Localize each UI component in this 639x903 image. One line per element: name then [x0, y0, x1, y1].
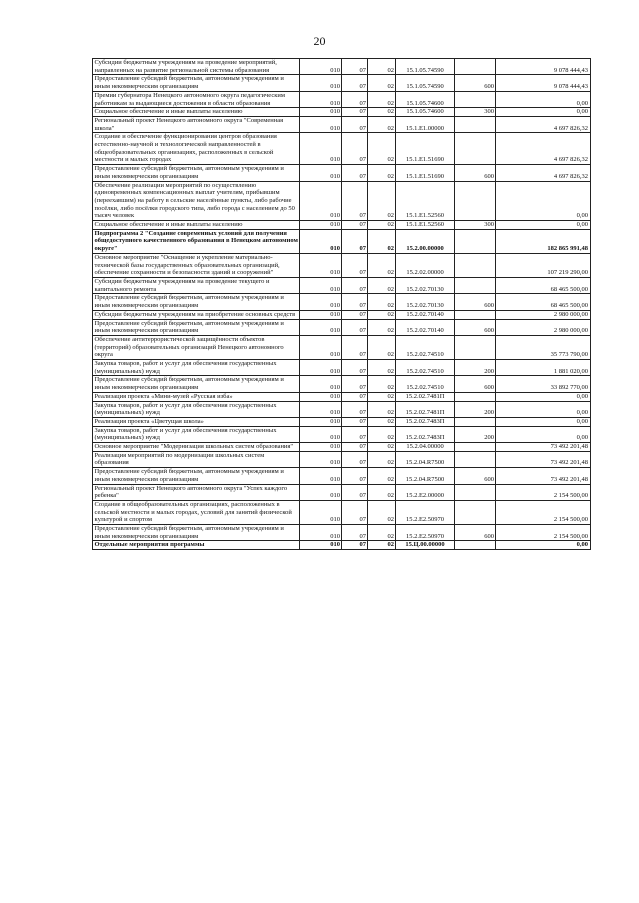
section-code-cell: 07 — [342, 360, 368, 376]
subsection-code-cell: 02 — [368, 335, 396, 359]
subsection-code-cell: 02 — [368, 319, 396, 335]
section-code-cell: 07 — [342, 253, 368, 277]
target-article-cell: 15.1.05.74590 — [396, 59, 455, 75]
section-code-cell: 07 — [342, 468, 368, 484]
ministry-code-cell: 010 — [300, 294, 342, 310]
section-code-cell: 07 — [342, 294, 368, 310]
target-article-cell: 15.2.04.R7500 — [396, 451, 455, 467]
amount-cell: 1 881 020,00 — [496, 360, 591, 376]
amount-cell: 2 154 500,00 — [496, 525, 591, 541]
expense-type-cell — [455, 133, 496, 165]
table-row — [93, 294, 591, 310]
table-row — [93, 443, 591, 452]
amount-cell: 0,00 — [496, 417, 591, 426]
target-article-cell: 15.2.02.74510 — [396, 360, 455, 376]
subsection-code-cell: 02 — [368, 133, 396, 165]
amount-cell: 9 078 444,43 — [496, 75, 591, 91]
target-article-cell: 15.2.02.70140 — [396, 310, 455, 319]
table-row — [93, 360, 591, 376]
subsection-code-cell: 02 — [368, 392, 396, 401]
expense-type-cell — [455, 484, 496, 500]
expense-name-cell: Закупка товаров, работ и услуг для обеспечения государственных (муниципальных) нужд — [93, 401, 300, 417]
subsection-code-cell: 02 — [368, 541, 396, 550]
amount-cell: 68 465 500,00 — [496, 294, 591, 310]
expense-name-cell: Обеспечение антитеррористической защищённости объектов (территорий) образовательных организаций Ненецкого автономного округа — [93, 335, 300, 359]
ministry-code-cell: 010 — [300, 59, 342, 75]
subsection-code-cell: 02 — [368, 484, 396, 500]
target-article-cell: 15.1.E1.51690 — [396, 133, 455, 165]
ministry-code-cell: 010 — [300, 335, 342, 359]
amount-cell: 0,00 — [496, 221, 591, 230]
ministry-code-cell: 010 — [300, 451, 342, 467]
expense-type-cell: 600 — [455, 294, 496, 310]
expense-name-cell: Создание и обеспечение функционирования центров образования естественно-научной и технологической направленностей в общеобразовательных организациях, расположенных в сельской местности и малых городах — [93, 133, 300, 165]
subsection-code-cell: 02 — [368, 500, 396, 524]
expense-name-cell: Реализация проекта «Мини-музей «Русская изба» — [93, 392, 300, 401]
expense-name-cell: Основное мероприятие "Модернизация школьных систем образования" — [93, 443, 300, 452]
expense-type-cell — [455, 91, 496, 107]
table-row — [93, 468, 591, 484]
ministry-code-cell: 010 — [300, 443, 342, 452]
amount-cell: 0,00 — [496, 91, 591, 107]
amount-cell: 4 697 826,32 — [496, 116, 591, 132]
ministry-code-cell: 010 — [300, 525, 342, 541]
subsection-code-cell: 02 — [368, 417, 396, 426]
section-code-cell: 07 — [342, 165, 368, 181]
table-row — [93, 108, 591, 117]
section-code-cell: 07 — [342, 310, 368, 319]
ministry-code-cell: 010 — [300, 165, 342, 181]
subsection-code-cell: 02 — [368, 116, 396, 132]
ministry-code-cell: 010 — [300, 392, 342, 401]
section-code-cell: 07 — [342, 133, 368, 165]
table-row — [93, 277, 591, 293]
target-article-cell: 15.2.02.7483П — [396, 426, 455, 442]
amount-cell: 4 697 826,32 — [496, 165, 591, 181]
subsection-code-cell: 02 — [368, 91, 396, 107]
expense-type-cell: 200 — [455, 426, 496, 442]
amount-cell: 2 980 000,00 — [496, 319, 591, 335]
page-number: 20 — [313, 34, 326, 48]
table-row — [93, 376, 591, 392]
expense-name-cell: Создание в общеобразовательных организациях, расположенных в сельской местности и малых городах, условий для занятий физической культурой и спортом — [93, 500, 300, 524]
subsection-code-cell: 02 — [368, 229, 396, 253]
subsection-code-cell: 02 — [368, 525, 396, 541]
target-article-cell: 15.1.E1.00000 — [396, 116, 455, 132]
subsection-code-cell: 02 — [368, 253, 396, 277]
expense-type-cell: 200 — [455, 360, 496, 376]
expense-type-cell — [455, 500, 496, 524]
target-article-cell: 15.2.02.74510 — [396, 376, 455, 392]
subsection-code-cell: 02 — [368, 468, 396, 484]
subsection-code-cell: 02 — [368, 221, 396, 230]
subsection-code-cell: 02 — [368, 75, 396, 91]
expense-name-cell: Предоставление субсидий бюджетным, автономным учреждениям и иным некоммерческим организациям — [93, 468, 300, 484]
expense-name-cell: Реализация проекта «Цветущая школа» — [93, 417, 300, 426]
amount-cell: 0,00 — [496, 392, 591, 401]
ministry-code-cell: 010 — [300, 133, 342, 165]
table-row — [93, 75, 591, 91]
expense-type-cell: 300 — [455, 108, 496, 117]
section-code-cell: 07 — [342, 59, 368, 75]
ministry-code-cell: 010 — [300, 91, 342, 107]
section-code-cell: 07 — [342, 376, 368, 392]
section-code-cell: 07 — [342, 181, 368, 221]
table-row — [93, 253, 591, 277]
expense-name-cell: Предоставление субсидий бюджетным, автономным учреждениям и иным некоммерческим организациям — [93, 319, 300, 335]
expense-name-cell: Подпрограмма 2 "Создание современных условий для получения общедоступного качественного образования в Ненецком автономном округе" — [94, 229, 298, 253]
target-article-cell: 15.Ц.00.00000 — [396, 541, 455, 550]
expense-type-cell — [455, 392, 496, 401]
table-row — [93, 541, 591, 550]
section-code-cell: 07 — [342, 319, 368, 335]
target-article-cell: 15.1.05.74600 — [396, 108, 455, 117]
ministry-code-cell: 010 — [300, 181, 342, 221]
subsection-code-cell: 02 — [368, 294, 396, 310]
ministry-code-cell: 010 — [300, 229, 342, 253]
amount-cell: 2 154 500,00 — [496, 484, 591, 500]
ministry-code-cell: 010 — [300, 401, 342, 417]
expense-type-cell: 600 — [455, 165, 496, 181]
expense-name-cell: Предоставление субсидий бюджетным, автономным учреждениям и иным некоммерческим организациям — [93, 525, 300, 541]
amount-cell: 0,00 — [496, 541, 591, 550]
table-row — [93, 500, 591, 524]
target-article-cell: 15.2.02.70140 — [396, 319, 455, 335]
expense-name-cell: Закупка товаров, работ и услуг для обеспечения государственных (муниципальных) нужд — [93, 360, 300, 376]
expense-type-cell: 600 — [455, 376, 496, 392]
table-row — [93, 319, 591, 335]
target-article-cell: 15.1.E1.52560 — [396, 221, 455, 230]
amount-cell: 73 492 201,48 — [496, 443, 591, 452]
expense-name-cell: Субсидии бюджетным учреждениям на приобретение основных средств — [93, 310, 300, 319]
expense-name-cell: Предоставление субсидий бюджетным, автономным учреждениям и иным некоммерческим организациям — [93, 294, 300, 310]
ministry-code-cell: 010 — [300, 360, 342, 376]
amount-cell: 4 697 826,32 — [496, 133, 591, 165]
amount-cell: 0,00 — [496, 401, 591, 417]
amount-cell: 0,00 — [496, 426, 591, 442]
subsection-code-cell: 02 — [368, 165, 396, 181]
target-article-cell: 15.2.E2.50970 — [396, 500, 455, 524]
expense-name-cell: Предоставление субсидий бюджетным, автономным учреждениям и иным некоммерческим организациям — [93, 376, 300, 392]
expense-type-cell — [455, 277, 496, 293]
section-code-cell: 07 — [342, 541, 368, 550]
expense-name-cell: Предоставление субсидий бюджетным, автономным учреждениям и иным некоммерческим организациям — [93, 75, 300, 91]
section-code-cell: 07 — [342, 443, 368, 452]
section-code-cell: 07 — [342, 221, 368, 230]
expense-name-cell: Основное мероприятие "Оснащение и укрепление материально-технической базы государственных образовательных организаций, обеспечение сохранности и безопасности зданий и сооружений" — [93, 253, 300, 277]
expense-type-cell — [455, 116, 496, 132]
expense-type-cell — [455, 541, 496, 550]
subsection-code-cell: 02 — [368, 59, 396, 75]
amount-cell: 73 492 201,48 — [496, 468, 591, 484]
ministry-code-cell: 010 — [300, 541, 342, 550]
table-row — [93, 165, 591, 181]
table-row — [93, 181, 591, 221]
amount-cell: 0,00 — [496, 181, 591, 221]
target-article-cell: 15.2.E2.00000 — [396, 484, 455, 500]
section-code-cell: 07 — [342, 229, 368, 253]
amount-cell: 2 980 000,00 — [496, 310, 591, 319]
section-code-cell: 07 — [342, 108, 368, 117]
expense-type-cell: 200 — [455, 401, 496, 417]
table-row — [93, 91, 591, 107]
target-article-cell: 15.2.02.70130 — [396, 294, 455, 310]
amount-cell: 73 492 201,48 — [496, 451, 591, 467]
subsection-code-cell: 02 — [368, 108, 396, 117]
table-row — [93, 401, 591, 417]
subsection-code-cell: 02 — [368, 376, 396, 392]
section-code-cell: 07 — [342, 392, 368, 401]
section-code-cell: 07 — [342, 277, 368, 293]
expense-name-cell: Региональный проект Ненецкого автономного округа "Успех каждого ребенка" — [93, 484, 300, 500]
table-row — [93, 229, 591, 253]
section-code-cell: 07 — [342, 426, 368, 442]
amount-cell: 35 773 790,00 — [496, 335, 591, 359]
expense-type-cell — [455, 59, 496, 75]
amount-cell: 107 219 290,00 — [496, 253, 591, 277]
ministry-code-cell: 010 — [300, 500, 342, 524]
target-article-cell: 15.2.02.70130 — [396, 277, 455, 293]
section-code-cell: 07 — [342, 500, 368, 524]
expense-type-cell — [455, 451, 496, 467]
amount-cell: 68 465 500,00 — [496, 277, 591, 293]
amount-cell: 182 865 991,48 — [496, 229, 591, 253]
ministry-code-cell: 010 — [300, 426, 342, 442]
target-article-cell: 15.2.02.74510 — [396, 335, 455, 359]
target-article-cell: 15.2.E2.50970 — [396, 525, 455, 541]
amount-cell: 2 154 500,00 — [496, 500, 591, 524]
subsection-code-cell: 02 — [368, 310, 396, 319]
section-code-cell: 07 — [342, 451, 368, 467]
ministry-code-cell: 010 — [300, 468, 342, 484]
table-row — [93, 335, 591, 359]
subsection-code-cell: 02 — [368, 443, 396, 452]
expense-type-cell — [455, 310, 496, 319]
subsection-code-cell: 02 — [368, 277, 396, 293]
ministry-code-cell: 010 — [300, 484, 342, 500]
expense-type-cell — [455, 417, 496, 426]
amount-cell: 0,00 — [496, 108, 591, 117]
target-article-cell: 15.1.05.74590 — [396, 75, 455, 91]
target-article-cell: 15.2.04.R7500 — [396, 468, 455, 484]
table-row — [93, 116, 591, 132]
target-article-cell: 15.2.00.00000 — [396, 229, 455, 253]
section-code-cell: 07 — [342, 335, 368, 359]
expense-type-cell — [455, 443, 496, 452]
expense-type-cell — [455, 253, 496, 277]
expense-type-cell: 600 — [455, 319, 496, 335]
expense-name-cell: Закупка товаров, работ и услуг для обеспечения государственных (муниципальных) нужд — [93, 426, 300, 442]
expense-name-cell: Премии губернатора Ненецкого автономного округа педагогическим работникам за выдающиеся достижения в области образования — [93, 91, 300, 107]
expense-type-cell: 600 — [455, 75, 496, 91]
table-row — [93, 484, 591, 500]
expense-name-cell: Предоставление субсидий бюджетным, автономным учреждениям и иным некоммерческим организациям — [93, 165, 300, 181]
table-row — [93, 426, 591, 442]
ministry-code-cell: 010 — [300, 108, 342, 117]
section-code-cell: 07 — [342, 525, 368, 541]
subsection-code-cell: 02 — [368, 426, 396, 442]
expense-type-cell — [455, 229, 496, 253]
expense-type-cell: 600 — [455, 525, 496, 541]
ministry-code-cell: 010 — [300, 116, 342, 132]
target-article-cell: 15.1.E1.51690 — [396, 165, 455, 181]
target-article-cell: 15.2.02.7481П — [396, 392, 455, 401]
section-code-cell: 07 — [342, 417, 368, 426]
subsection-code-cell: 02 — [368, 451, 396, 467]
expense-name-cell: Региональный проект Ненецкого автономного округа "Современная школа" — [93, 116, 300, 132]
ministry-code-cell: 010 — [300, 253, 342, 277]
expense-name-cell: Отдельные мероприятия программы — [93, 541, 300, 550]
table-row — [93, 451, 591, 467]
ministry-code-cell: 010 — [300, 376, 342, 392]
expense-name-cell: Субсидии бюджетным учреждениям на проведение мероприятий, направленных на развитие региональной системы образования — [93, 59, 300, 75]
expense-type-cell — [455, 181, 496, 221]
amount-cell: 9 078 444,43 — [496, 59, 591, 75]
section-code-cell: 07 — [342, 484, 368, 500]
amount-cell: 33 892 770,00 — [496, 376, 591, 392]
target-article-cell: 15.2.04.00000 — [396, 443, 455, 452]
target-article-cell: 15.1.05.74600 — [396, 91, 455, 107]
subsection-code-cell: 02 — [368, 360, 396, 376]
table-row — [93, 310, 591, 319]
section-code-cell: 07 — [342, 116, 368, 132]
subsection-code-cell: 02 — [368, 401, 396, 417]
ministry-code-cell: 010 — [300, 277, 342, 293]
target-article-cell: 15.2.02.00000 — [396, 253, 455, 277]
ministry-code-cell: 010 — [300, 319, 342, 335]
ministry-code-cell: 010 — [300, 75, 342, 91]
target-article-cell: 15.2.02.7483П — [396, 417, 455, 426]
expense-type-cell: 600 — [455, 468, 496, 484]
ministry-code-cell: 010 — [300, 310, 342, 319]
ministry-code-cell: 010 — [300, 221, 342, 230]
expense-name-cell: Обеспечение реализации мероприятий по осуществлению единовременных компенсационных выплат учителям, прибывшим (переехавшим) на работу в сельские населённые пункты, либо рабочие посёлки, либо посёлки городского типа, либо города с населением до 50 тысяч человек — [93, 181, 300, 221]
table-row — [93, 417, 591, 426]
table-row — [93, 525, 591, 541]
section-code-cell: 07 — [342, 401, 368, 417]
expense-type-cell — [455, 335, 496, 359]
target-article-cell: 15.2.02.7481П — [396, 401, 455, 417]
expense-name-cell: Субсидии бюджетным учреждениям на проведение текущего и капитального ремонта — [93, 277, 300, 293]
expense-name-cell: Реализация мероприятий по модернизации школьных систем образования — [93, 451, 300, 467]
table-row — [93, 59, 591, 75]
expense-name-cell: Социальное обеспечение и иные выплаты населению — [93, 221, 300, 230]
subsection-code-cell: 02 — [368, 181, 396, 221]
expense-name-cell: Социальное обеспечение и иные выплаты населению — [93, 108, 300, 117]
section-code-cell: 07 — [342, 91, 368, 107]
ministry-code-cell: 010 — [300, 417, 342, 426]
section-code-cell: 07 — [342, 75, 368, 91]
table-row — [93, 133, 591, 165]
target-article-cell: 15.1.E1.52560 — [396, 181, 455, 221]
expense-type-cell: 300 — [455, 221, 496, 230]
table-row — [93, 392, 591, 401]
budget-allocation-table — [92, 58, 591, 550]
table-row — [93, 221, 591, 230]
